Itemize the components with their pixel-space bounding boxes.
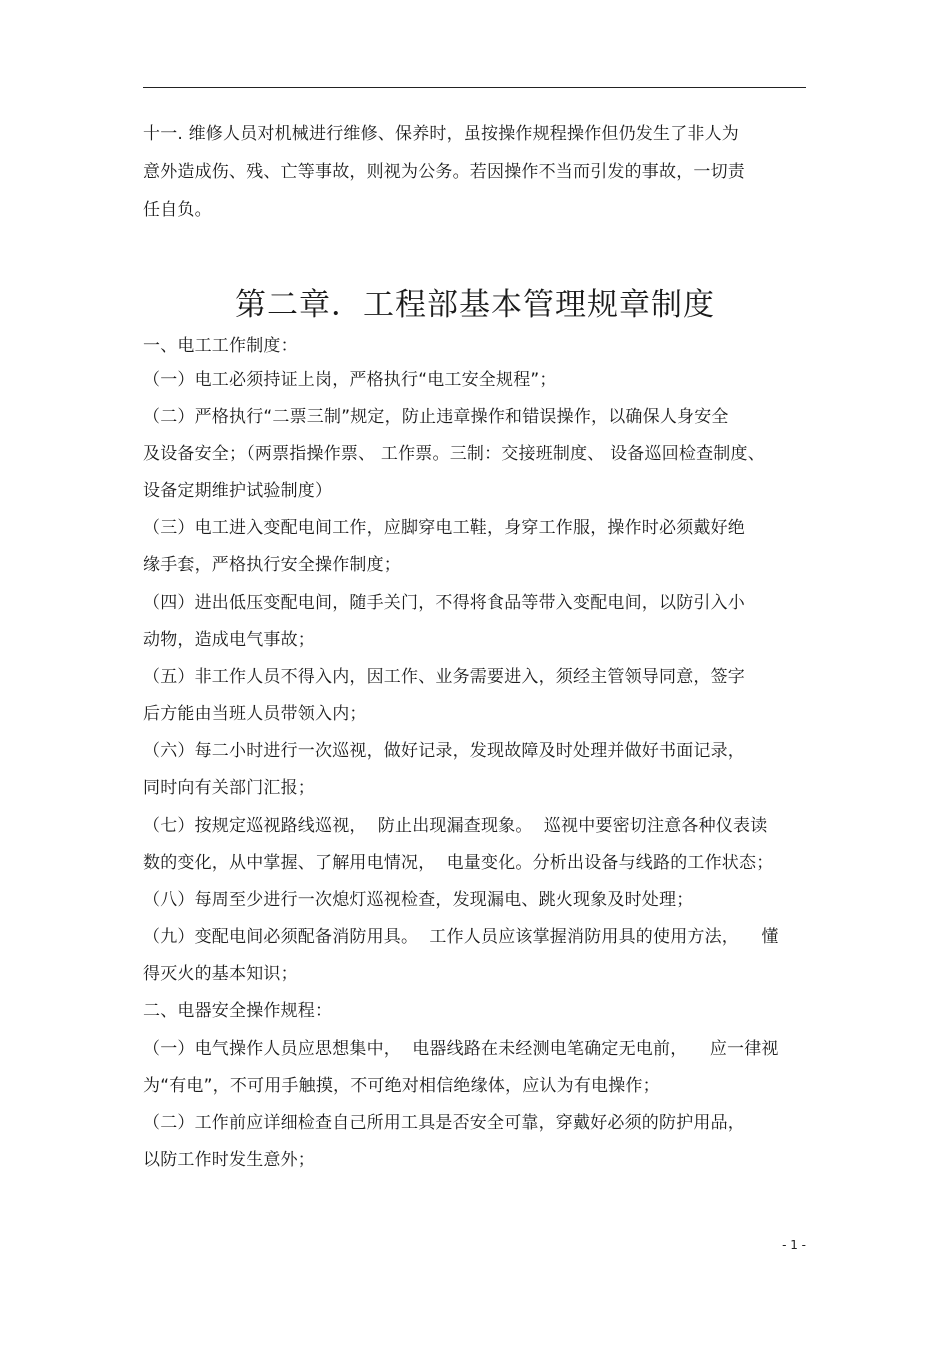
paragraph-line: （四）进出低压变配电间，随手关门，不得将食品等带入变配电间，以防引入小 [143, 593, 745, 613]
paragraph-line: （五）非工作人员不得入内，因工作、业务需要进入，须经主管领导同意，签字 [143, 667, 745, 687]
paragraph-line: 十一. 维修人员对机械进行维修、保养时，虽按操作规程操作但仍发生了非人为 [143, 124, 740, 144]
paragraph-line: 设备定期维护试验制度） [143, 481, 333, 501]
section-heading: 一、电工工作制度： [143, 336, 298, 356]
paragraph-line: （三）电工进入变配电间工作，应脚穿电工鞋，身穿工作服，操作时必须戴好绝 [143, 518, 745, 538]
paragraph-line: （六）每二小时进行一次巡视，做好记录，发现故障及时处理并做好书面记录， [143, 741, 745, 761]
paragraph-line: 缘手套，严格执行安全操作制度； [143, 555, 401, 575]
paragraph-line: 同时向有关部门汇报； [143, 778, 315, 798]
paragraph-line: （九）变配电间必须配备消防用具。 工作人员应该掌握消防用具的使用方法， 懂 [143, 927, 779, 947]
chapter-title: 第二章．工程部基本管理规章制度 [235, 287, 715, 323]
paragraph-line: （七）按规定巡视路线巡视， 防止出现漏查现象。 巡视中要密切注意各种仪表读 [143, 816, 768, 836]
paragraph-line: 动物，造成电气事故； [143, 630, 315, 650]
page-number: - 1 - [782, 1238, 806, 1252]
section-heading: 二、电器安全操作规程： [143, 1001, 333, 1021]
paragraph-line: 后方能由当班人员带领入内； [143, 704, 367, 724]
paragraph-line: 及设备安全；（两票指操作票、 工作票。三制：交接班制度、 设备巡回检查制度、 [143, 444, 765, 464]
paragraph-line: （二）严格执行“二票三制”规定，防止违章操作和错误操作，以确保人身安全 [143, 407, 729, 427]
paragraph-line: 数的变化，从中掌握、了解用电情况， 电量变化。分析出设备与线路的工作状态； [143, 853, 774, 873]
paragraph-line: （一）电气操作人员应思想集中， 电器线路在未经测电笔确定无电前， 应一律视 [143, 1039, 779, 1059]
paragraph-line: 意外造成伤、残、亡等事故，则视为公务。若因操作不当而引发的事故，一切责 [143, 162, 745, 182]
paragraph-line: 以防工作时发生意外； [143, 1150, 315, 1170]
paragraph-line: 任自负。 [143, 200, 212, 220]
paragraph-line: 得灭火的基本知识； [143, 964, 298, 984]
paragraph-line: （八）每周至少进行一次熄灯巡视检查，发现漏电、跳火现象及时处理； [143, 890, 694, 910]
paragraph-line: 为“有电”，不可用手触摸，不可绝对相信绝缘体，应认为有电操作； [143, 1076, 660, 1096]
paragraph-line: （一）电工必须持证上岗，严格执行“电工安全规程”； [143, 370, 557, 390]
header-rule [143, 87, 806, 88]
paragraph-line: （二）工作前应详细检查自己所用工具是否安全可靠，穿戴好必须的防护用品， [143, 1113, 745, 1133]
